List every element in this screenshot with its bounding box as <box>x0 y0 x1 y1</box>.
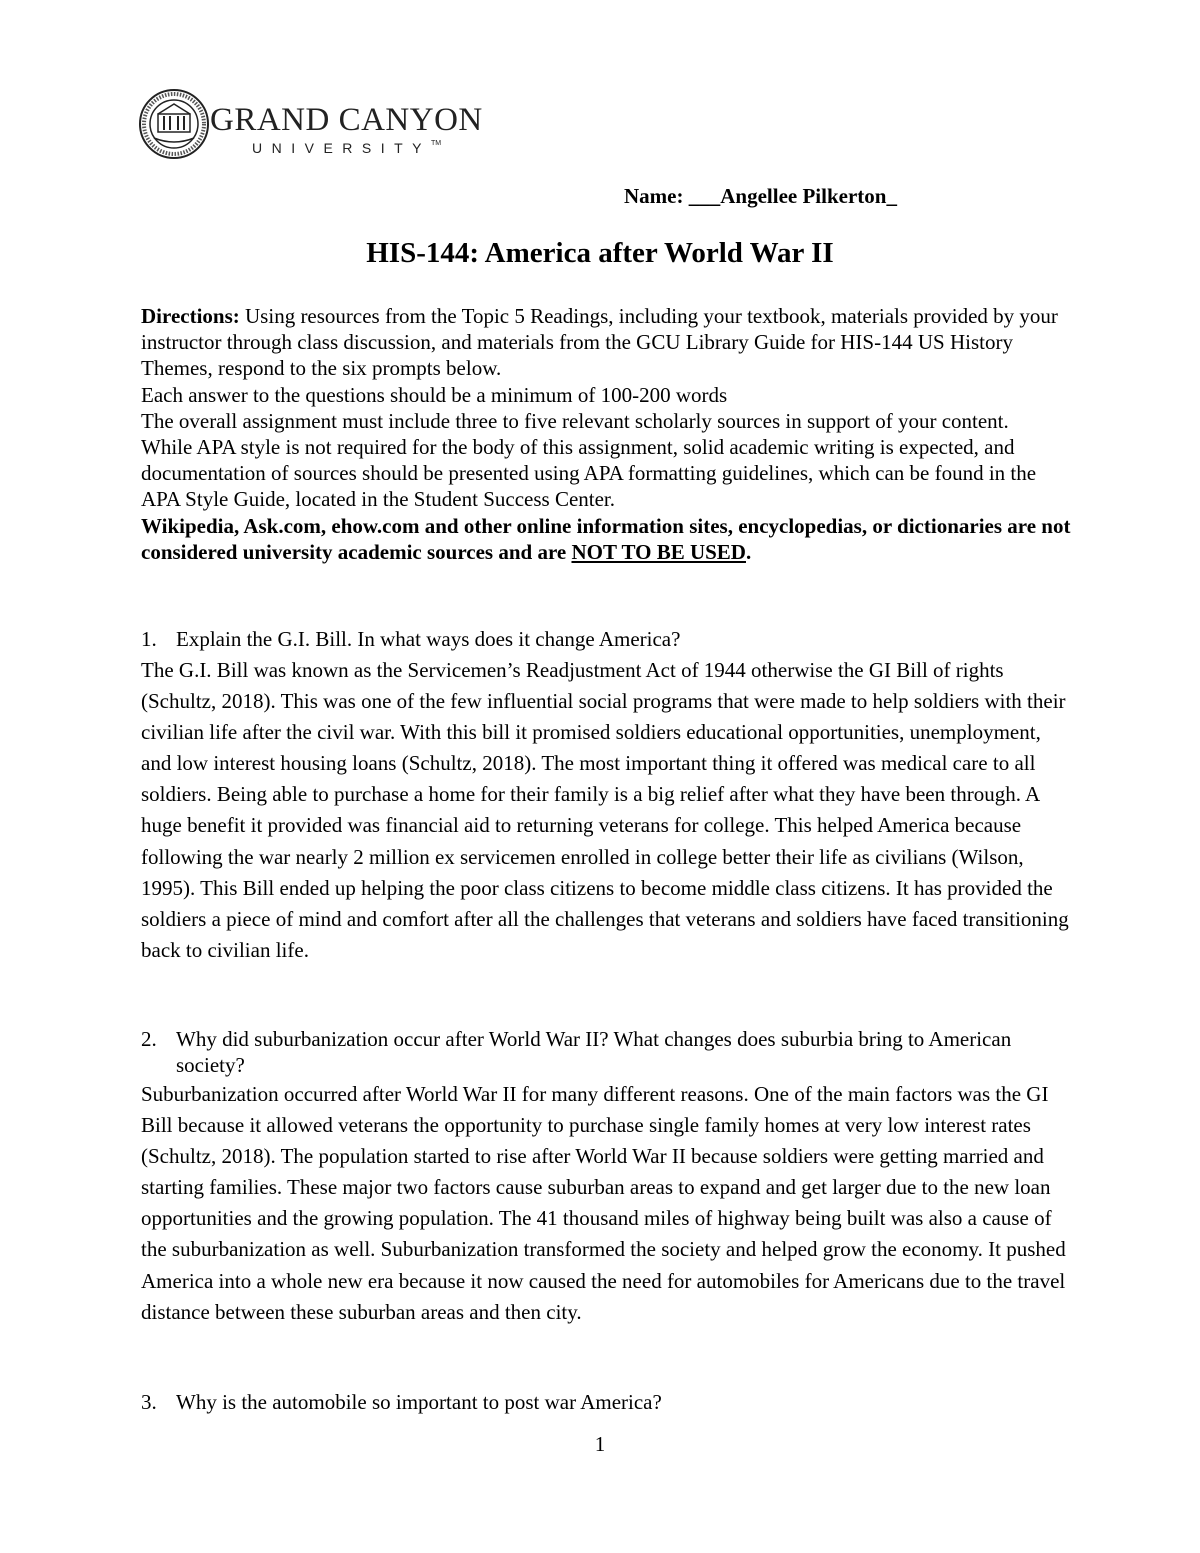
university-subtitle: UNIVERSITY™ <box>252 140 442 156</box>
directions-section <box>141 303 1071 565</box>
name-label: Name: <box>624 184 684 208</box>
question-text: Why is the automobile so important to post war America? <box>176 1390 662 1414</box>
directions-warning <box>141 513 1071 565</box>
question-number: 2. <box>141 1027 157 1051</box>
question-text: Explain the G.I. Bill. In what ways does it change America? <box>176 627 681 651</box>
question-number: 1. <box>141 627 157 651</box>
page-number: 1 <box>594 1432 606 1456</box>
directions-label: Directions: <box>141 304 240 328</box>
answer-2: Suburbanization occurred after World War II for many different reasons. One of the main factors was the GI Bill because it allowed veterans the opportunity to purchase single family homes at very low interest rates (Schultz, 2018). The population started to rise after World War II because soldiers were getting married and starting families. These major two factors cause suburban areas to expand and get larger due to the new loan opportunities and the growing population. The 41 thousand miles of highway being built was also a cause of the suburbanization as well. Suburbanization transformed the society and helped grow the economy. It pushed America into a whole new era because it now caused the need for automobiles for Americans due to the travel distance between these suburban areas and then city. <box>141 1082 1066 1324</box>
directions-text: Using resources from the Topic 5 Readings, including your textbook, materials provided by your instructor through class discussion, and materials from the GCU Library Guide for HIS-144 US History Themes, respond to the six prompts below. <box>141 304 1058 381</box>
warning-text: Wikipedia, Ask.com, ehow.com and other online information sites, encyclopedias, or dictionaries are not considered university academic sources and are <box>141 513 1071 564</box>
directions-apa: While APA style is not required for the body of this assignment, solid academic writing is expected, and documentation of sources should be presented using APA formatting guidelines, which can be found in the APA Style Guide, located in the Student Success Center. <box>141 435 1037 512</box>
university-logo <box>138 88 483 160</box>
question-number: 3. <box>141 1390 157 1414</box>
university-seal-icon <box>138 88 210 160</box>
warning-underlined: NOT TO BE USED <box>571 539 746 564</box>
question-1 <box>141 626 1071 652</box>
directions-word-count: Each answer to the questions should be a minimum of 100-200 words <box>141 382 728 407</box>
question-3 <box>141 1389 1071 1415</box>
student-name: ___Angellee Pilkerton_ <box>688 184 897 208</box>
page-title: HIS-144: America after World War II <box>366 237 834 269</box>
university-name: GRAND CANYON <box>210 102 483 138</box>
question-text: Why did suburbanization occur after World War II? What changes does suburbia bring to American society? <box>176 1027 1012 1078</box>
answer-1: The G.I. Bill was known as the Servicemen’s Readjustment Act of 1944 otherwise the GI Bill of rights (Schultz, 2018). This was one of the few influential social programs that were made to help soldiers with their civilian life after the civil war. With this bill it promised soldiers educational opportunities, unemployment, and low interest housing loans (Schultz, 2018). The most important thing it offered was medical care to all soldiers. Being able to purchase a home for their family is a big relief after what they have been through. A huge benefit it provided was financial aid to returning veterans for college. This helped America because following the war nearly 2 million ex servicemen enrolled in college better their life as civilians (Wilson, 1995). This Bill ended up helping the poor class citizens to become middle class citizens. It has provided the soldiers a piece of mind and comfort after all the challenges that veterans and soldiers have faced transitioning back to civilian life. <box>141 658 1069 962</box>
directions-intro <box>141 303 1071 382</box>
directions-sources: The overall assignment must include three to five relevant scholarly sources in support of your content. <box>141 408 1009 433</box>
question-2 <box>141 1026 1071 1078</box>
warning-end: . <box>745 539 752 564</box>
student-name-line <box>624 184 897 209</box>
